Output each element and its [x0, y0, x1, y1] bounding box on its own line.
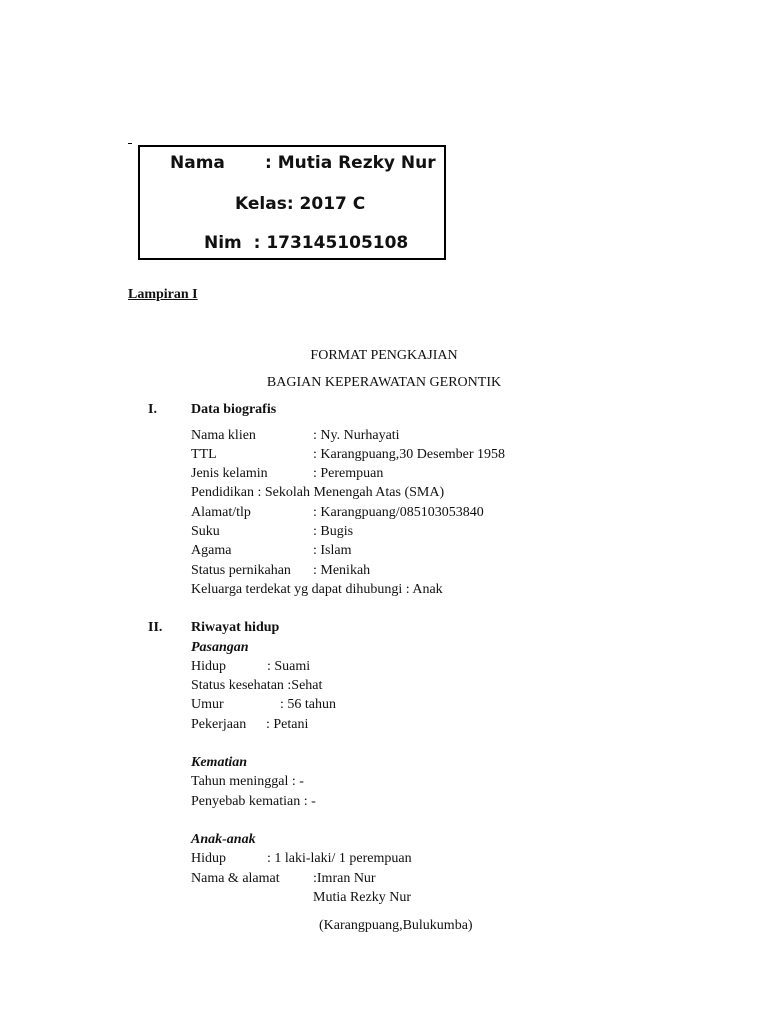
- section1-number: I.: [148, 402, 157, 417]
- title-format: FORMAT PENGKAJIAN: [310, 348, 458, 363]
- field-label: Tahun meninggal : -: [191, 774, 304, 789]
- field-label: Penyebab kematian : -: [191, 794, 316, 809]
- section2-number: II.: [148, 620, 163, 635]
- field-label: Pekerjaan: [191, 717, 247, 732]
- field-value: : Perempuan: [313, 466, 384, 481]
- field-label: TTL: [191, 447, 217, 462]
- anak-alamat: (Karangpuang,Bulukumba): [319, 918, 473, 933]
- field-label: Umur: [191, 697, 224, 712]
- field-value: : Karangpuang/085103053840: [313, 505, 484, 520]
- field-value: : 1 laki-laki/ 1 perempuan: [267, 851, 412, 866]
- stray-dash: [128, 143, 132, 144]
- field-label: Status kesehatan :Sehat: [191, 678, 323, 693]
- student-id-box: [138, 145, 446, 260]
- kelas: Kelas: 2017 C: [235, 194, 366, 214]
- field-value: : Ny. Nurhayati: [313, 428, 400, 443]
- field-label: Suku: [191, 524, 220, 539]
- lampiran-label: Lampiran I: [128, 287, 198, 302]
- nama-label: Nama: [170, 153, 225, 173]
- nama-value: : Mutia Rezky Nur: [265, 153, 436, 173]
- field-value: : Suami: [267, 659, 311, 674]
- field-label: Nama & alamat: [191, 871, 280, 886]
- field-label: Agama: [191, 543, 232, 558]
- field-label: Status pernikahan: [191, 563, 291, 578]
- field-value: : Petani: [266, 717, 309, 732]
- field-label: Pendidikan : Sekolah Menengah Atas (SMA): [191, 485, 445, 500]
- field-label: Alamat/tlp: [191, 505, 251, 520]
- field-value: :Imran Nur: [313, 871, 376, 886]
- field-label: Jenis kelamin: [191, 466, 268, 481]
- field-label: Hidup: [191, 659, 226, 674]
- field-label: Keluarga terdekat yg dapat dihubungi : Anak: [191, 582, 443, 597]
- field-label: Nama klien: [191, 428, 256, 443]
- field-value: : Bugis: [313, 524, 354, 539]
- field-label: Hidup: [191, 851, 226, 866]
- anak-heading: Anak-anak: [191, 832, 256, 847]
- section2-heading: Riwayat hidup: [191, 620, 280, 635]
- field-value: : Menikah: [313, 563, 371, 578]
- field-value: : Islam: [313, 543, 352, 558]
- pasangan-heading: Pasangan: [191, 640, 249, 655]
- section1-heading: Data biografis: [191, 402, 277, 417]
- nim: Nim : 173145105108: [204, 233, 409, 253]
- title-bagian: BAGIAN KEPERAWATAN GERONTIK: [266, 375, 502, 390]
- field-value: : Karangpuang,30 Desember 1958: [313, 447, 506, 462]
- kematian-heading: Kematian: [191, 755, 248, 770]
- field-value: : 56 tahun: [280, 697, 336, 712]
- field-value: Mutia Rezky Nur: [313, 890, 411, 905]
